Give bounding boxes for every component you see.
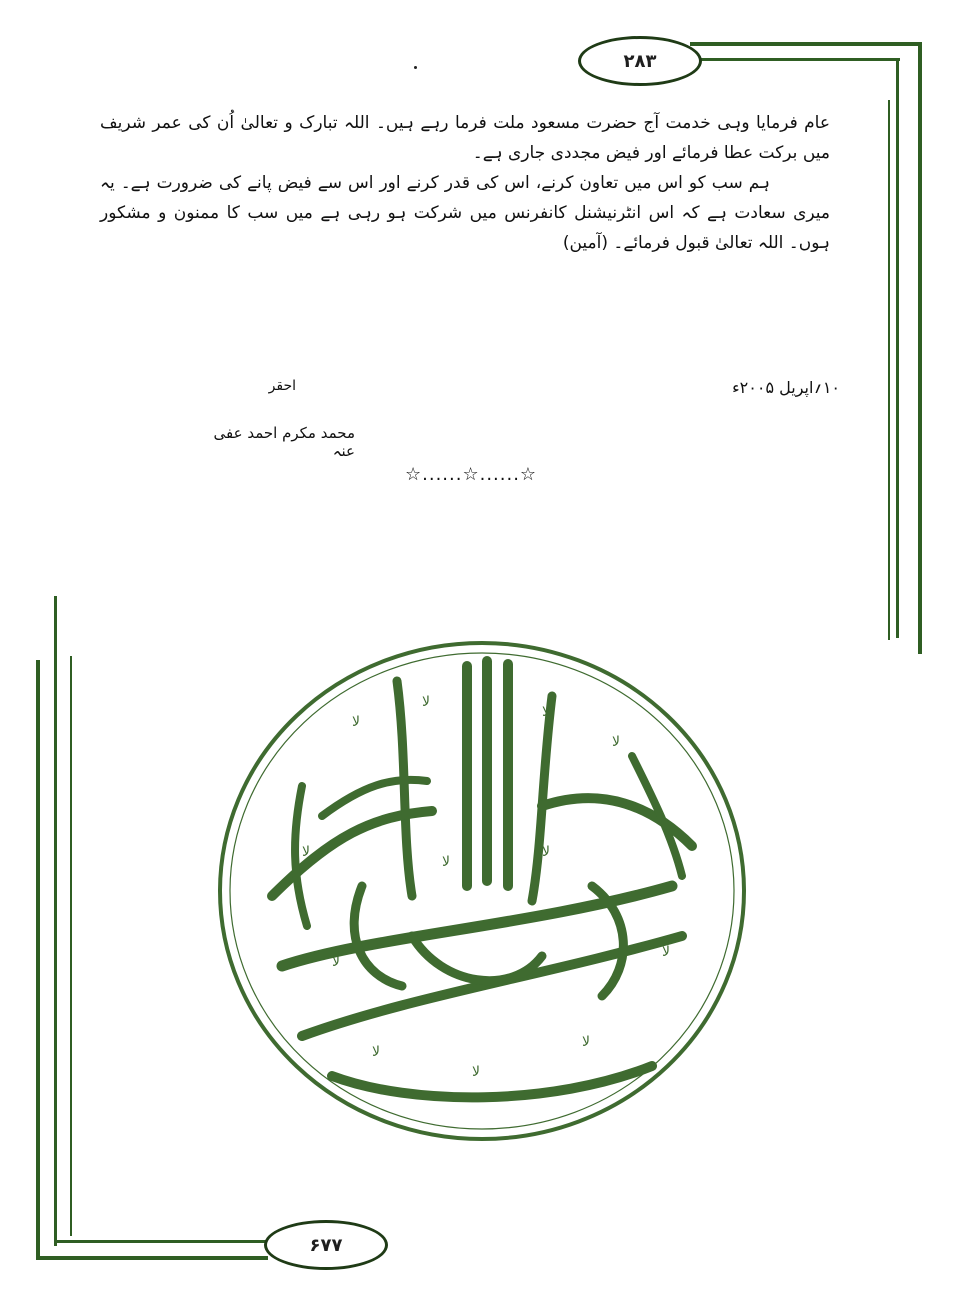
body-text xyxy=(100,108,830,258)
svg-text:ﻻ: ﻻ xyxy=(612,734,620,750)
bottom-frame-outer-horizontal xyxy=(36,1256,268,1260)
svg-text:ﻻ: ﻻ xyxy=(542,704,550,720)
top-frame-inner-vertical xyxy=(896,58,899,638)
bottom-page-number xyxy=(264,1220,388,1270)
svg-text:ﻻ: ﻻ xyxy=(352,714,360,730)
svg-text:ﻻ: ﻻ xyxy=(472,1064,480,1080)
top-frame-extra-vertical xyxy=(888,100,890,640)
bottom-page-number-text: ۶۷۷ xyxy=(309,1234,343,1256)
top-frame-inner-horizontal xyxy=(690,58,900,61)
bottom-frame-inner-vertical xyxy=(54,596,57,1246)
svg-text:ﻻ: ﻻ xyxy=(542,844,550,860)
svg-text:ﻻ: ﻻ xyxy=(302,844,310,860)
closing-word: احقر xyxy=(268,378,296,394)
svg-text:ﻻ: ﻻ xyxy=(662,944,670,960)
svg-text:ﻻ: ﻻ xyxy=(442,854,450,870)
top-page-number xyxy=(578,36,702,86)
bottom-frame-inner-horizontal xyxy=(54,1240,268,1243)
ink-dot xyxy=(414,66,417,69)
date-line: ۱۰؍اپریل ۲۰۰۵ء xyxy=(732,378,840,397)
calligraphy-medallion-icon xyxy=(212,636,752,1146)
bottom-frame-extra-vertical xyxy=(70,656,72,1236)
svg-text:ﻻ: ﻻ xyxy=(422,694,430,710)
star-separator: ☆......☆......☆ xyxy=(405,464,538,485)
top-page-number-text: ۲۸۳ xyxy=(623,50,657,72)
paragraph-2: ہم سب کو اس میں تعاون کرنے، اس کی قدر کرنے اور اس سے فیض پانے کی ضرورت ہے۔ یہ میری سعادت ہے کہ اس انٹرنیشنل کانفرنس میں شرکت ہو رہی ہے میں سب کا ممنون و مشکور ہوں۔ اللہ تعالیٰ قبول فرمائے۔ (آمین) xyxy=(100,173,830,253)
svg-text:ﻻ: ﻻ xyxy=(582,1034,590,1050)
svg-text:ﻻ: ﻻ xyxy=(372,1044,380,1060)
paragraph-1: عام فرمایا وہی خدمت آج حضرت مسعود ملت فرما رہے ہیں۔ اللہ تبارک و تعالیٰ اُن کی عمر شریف میں برکت عطا فرمائے اور فیض مجددی جاری ہے۔ xyxy=(100,113,830,163)
bottom-frame-outer-vertical xyxy=(36,660,40,1260)
svg-text:ﻻ: ﻻ xyxy=(332,954,340,970)
signatory-name: محمد مکرم احمد عفی عنہ xyxy=(213,424,355,460)
top-frame-outer-vertical xyxy=(918,42,922,654)
top-frame-outer-horizontal xyxy=(690,42,922,46)
